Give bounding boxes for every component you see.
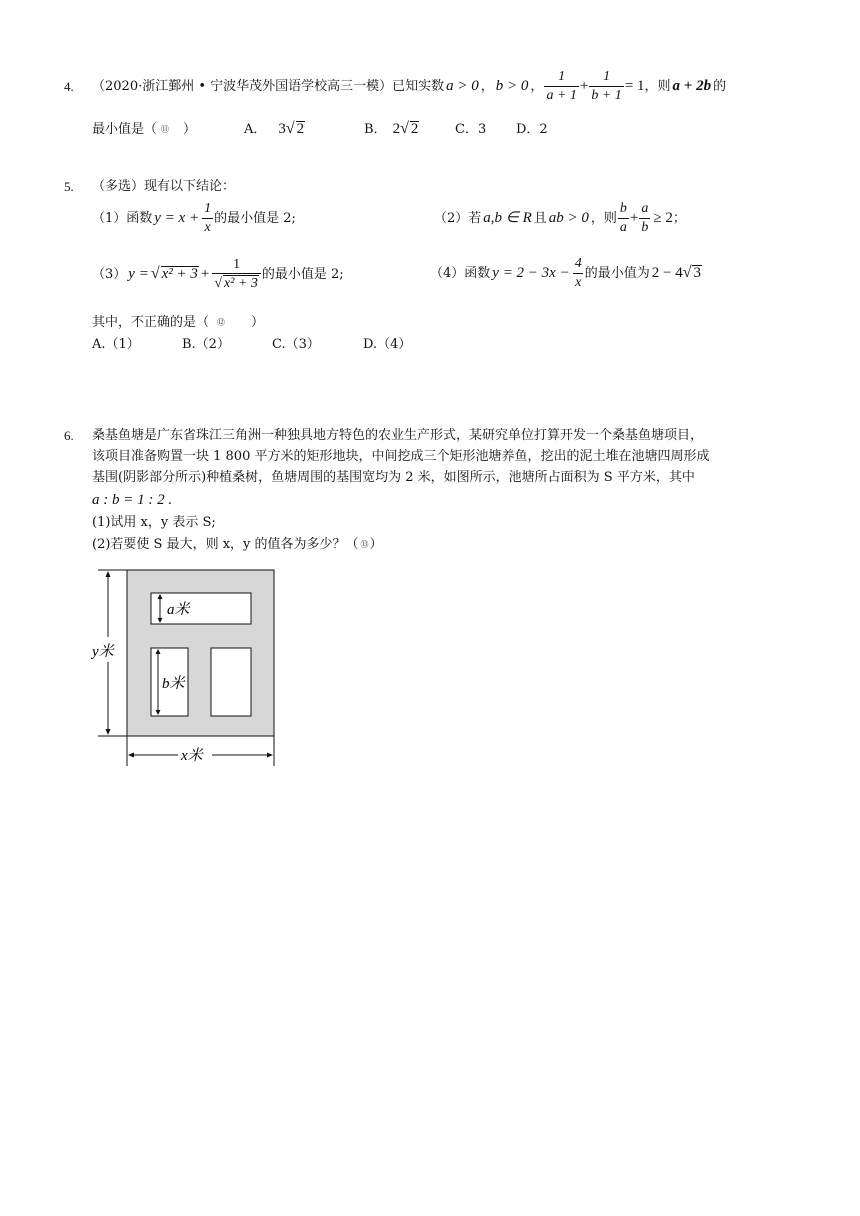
q5-opt-d: D.（4） (363, 337, 412, 352)
q4-cond-b: b > 0 (495, 77, 529, 94)
q5-close: ） (251, 315, 265, 330)
q4-frac1 (544, 69, 578, 103)
q4-frac2-num: 1 (603, 69, 611, 85)
q5-ask-text: 其中，不正确的是（ (92, 315, 210, 330)
q5-s4-post: 的最小值为 (584, 265, 650, 281)
q4-opt-a-label: A． (244, 121, 267, 137)
q4-opt-a-val: 3 (278, 120, 286, 137)
q4-frac2-den: b + 1 (591, 87, 622, 103)
q5-s2-den1: a (619, 219, 627, 235)
q6-sub2 (92, 538, 383, 551)
q5-s2-frac2 (639, 201, 650, 235)
q6-line3: 基围(阴影部分所示)种植桑树，鱼塘周围的基围宽均为 2 米，如图所示，池塘所占面积为 S 平方米，其中 (92, 470, 695, 485)
q4-frac1-den: a + 1 (546, 87, 577, 103)
q4-sep: ， (480, 78, 494, 94)
q4-opt-b-val: 2 (392, 120, 401, 137)
q5-s2-then: ，则 (590, 210, 617, 226)
q5-s2-den2: b (641, 219, 649, 235)
q5-s1-pre: （1）函数 (92, 210, 153, 226)
q5-s4-val: 2 − 4 (651, 264, 683, 281)
q4-sep2: ， (530, 78, 544, 94)
q4-target: a + 2b (672, 77, 712, 94)
pond-figure (90, 562, 290, 772)
q5-s3-plus: + (200, 265, 210, 282)
q4-mark: ⑪ (161, 124, 170, 134)
q5-s2-plus: + (629, 209, 639, 226)
q4-opt-b: B． 2 √ 2 (364, 120, 419, 137)
q4-frac1-num: 1 (558, 69, 566, 85)
q6-line4: a : b = 1 : 2 . (92, 492, 173, 508)
q5-s4-expr: y = 2 − 3x − (492, 264, 570, 281)
q5-s3-post: 的最小值是 2; (261, 266, 344, 282)
q4-opt-b-label: B． (364, 121, 387, 137)
q5-s1-den: x (204, 219, 211, 235)
q4-source: （2020·浙江鄞州 • 宁波华茂外国语学校高三一模）已知实数 (92, 78, 445, 94)
fig-label-x: x米 (181, 748, 203, 764)
q5-intro: （多选）现有以下结论： (92, 179, 236, 194)
q5-s2-cond2: ab > 0 (548, 209, 589, 226)
q4-eq: = 1 (624, 77, 645, 94)
q4-tail: 的 (713, 78, 727, 94)
pond-top (151, 593, 251, 624)
q6-sub2-text: (2)若要使 S 最大，则 x，y 的值各为多少？（ (92, 537, 359, 552)
q5-s4-rad: 3 (693, 265, 701, 281)
q5-s1 (92, 200, 296, 236)
q5-s2-cond: a,b ∈ R (483, 209, 532, 226)
q6-sub2-close: ） (369, 537, 383, 552)
q5-s4-pre: （4）函数 (430, 265, 491, 281)
fig-label-b: b米 (162, 676, 185, 692)
q4-line1: （2020·浙江鄞州 • 宁波华茂外国语学校高三一模）已知实数 a > 0 ， b > 0 ， $\frac{1}{a + 1}$ + $\frac{1}{b + 1}$ = 1 ，则 a + 2b 的 (92, 69, 727, 103)
q4-frac2 (589, 69, 623, 103)
q5-s2-ge: ≥ 2 (653, 209, 673, 226)
q4-then: ，则 (644, 78, 671, 94)
q5-s3-frac: $\frac{1}{\text{√ x² + 3}}$ (212, 257, 261, 292)
q5-s1-num: 1 (204, 201, 212, 217)
q4-line2 (92, 123, 196, 136)
q5-s3-den-rad: x² + 3 (224, 276, 258, 291)
q6-line1: 桑基鱼塘是广东省珠江三角洲一种独具地方特色的农业生产形式，某研究单位打算开发一个桑基鱼塘项目， (92, 428, 704, 443)
q5-opt-c: C.（3） (272, 337, 320, 352)
q5-s1-expr: y = x + (154, 209, 200, 226)
q5-opt-b: B.（2） (182, 337, 230, 352)
q5-s3-num: 1 (233, 256, 241, 272)
q5-s2-num1: b (619, 201, 627, 217)
q5-s2-num2: a (641, 201, 649, 217)
q5-s4: （4）函数 y = 2 − 3x − $\frac{4}{x}$ 的最小值为 2 − 4 √ 3 (430, 256, 701, 290)
q5-s4-den: x (575, 274, 582, 290)
q4-number: 4. (64, 79, 74, 94)
q5-s4-frac (573, 256, 584, 290)
q5-ask (92, 316, 264, 329)
q5-opt-a: A.（1） (92, 337, 140, 352)
q6-mark: ⑬ (360, 539, 369, 549)
q5-s3-pre: （3） (92, 266, 127, 282)
pond-right (211, 648, 251, 716)
q5-s1-post: 的最小值是 2; (214, 210, 296, 226)
fig-label-a: a米 (167, 602, 190, 618)
q5-s3-rad: x² + 3 (161, 266, 198, 282)
q5-mark: ⑫ (217, 317, 226, 327)
q5-s3-expr: y = (128, 265, 149, 282)
q5-s4-num: 4 (574, 256, 582, 272)
q5-s2-frac1 (618, 201, 629, 235)
q5-s2-pre: （2）若 (434, 210, 482, 226)
q6-line2: 该项目准备购置一块 1 800 平方米的矩形地块，中间挖成三个矩形池塘养鱼，挖出的泥土堆在池塘四周形成 (92, 449, 710, 464)
q5-number: 5. (64, 179, 74, 194)
q4-close: ） (183, 122, 197, 137)
q6-number: 6. (64, 428, 74, 443)
q4-cond-a: a > 0 (446, 77, 479, 94)
q4-opt-a: A． 3 √ 2 (244, 120, 305, 137)
q4-opt-a-rad: 2 (296, 121, 305, 137)
q5-s2-and: 且 (533, 210, 547, 226)
fig-label-y: y米 (92, 644, 114, 660)
q4-opt-d: D．2 (516, 122, 548, 137)
q6-sub1: (1)试用 x，y 表示 S; (92, 515, 216, 530)
q5-s3: （3） y = √ x² + 3 + $\frac{1}{\text{√ x² + 3}}$ 的最小值是 2; (92, 256, 344, 291)
q5-s1-frac (202, 201, 213, 235)
q4-line2-text: 最小值是（ (92, 122, 158, 137)
q5-s2-post: ； (672, 210, 686, 226)
q4-opt-c: C．3 (455, 122, 487, 137)
q4-opt-b-rad: 2 (410, 121, 419, 137)
q5-s2 (434, 200, 686, 236)
